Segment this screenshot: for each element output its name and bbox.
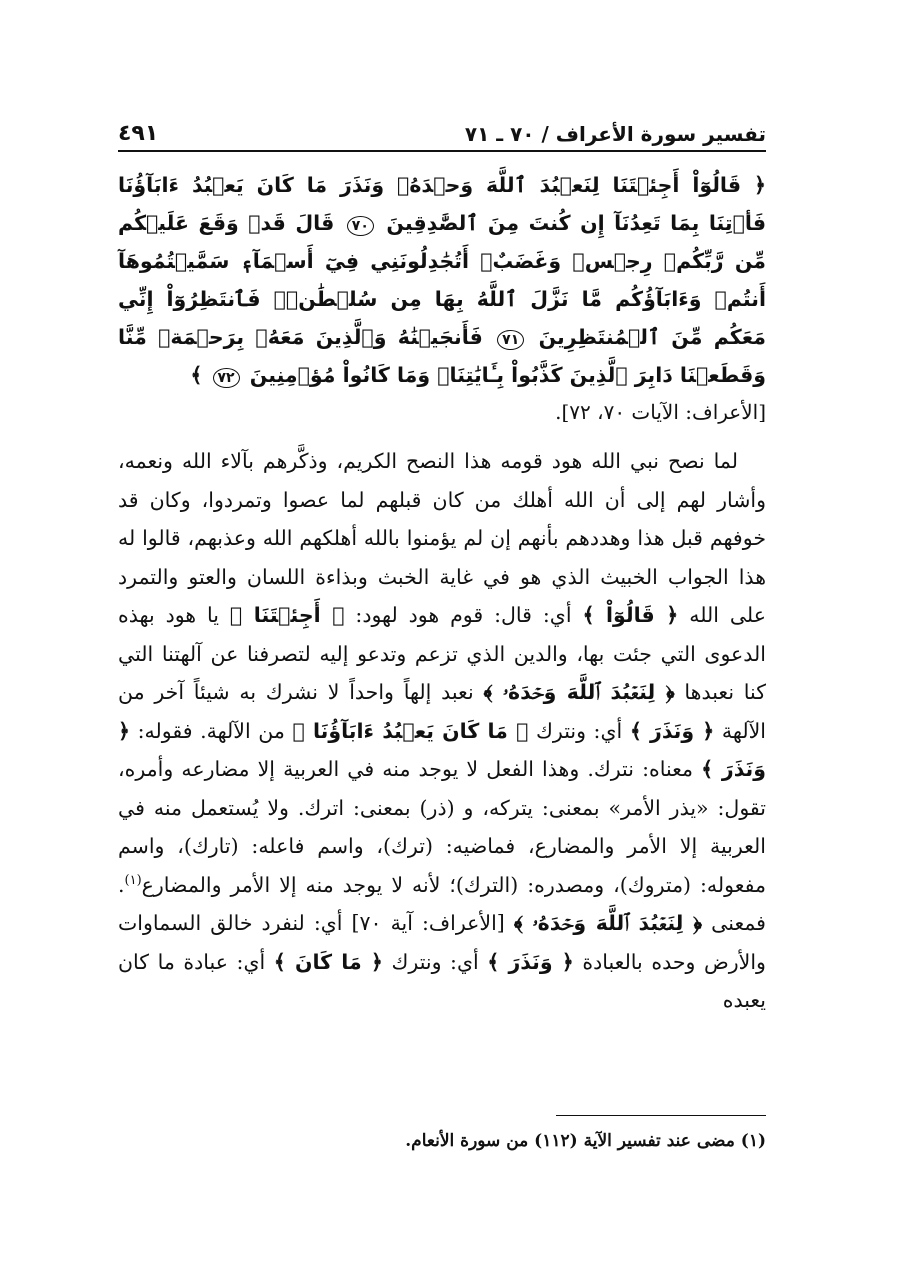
ayah-number-70: ٧٠ [347,216,374,236]
commentary-text: أي: ونترك [535,718,623,743]
verse-closing-bracket: ﴾ [190,363,203,387]
quran-quote: ﴿ مَا كَانَ ﴾ [273,949,383,974]
verse-text-part2: قَالَ قَدۡ وَقَعَ عَلَيۡكُم مِّن رَّبِّكُمۡ رِجۡسٞ وَغَضَبٌۖ أَتُجَٰدِلُونَنِي فِيٓ أَسۡمَآءٖ سَمَّيۡتُمُوهَآ أَنتُمۡ وَءَابَآؤُكُم مَّا نَزَّلَ ٱللَّهُ بِهَا مِن سُلۡطَٰنٖۚ فَٱنتَظِرُوٓاْ إِنِّي مَعَكُم مِّنَ ٱلۡمُنتَظِرِينَ [118,211,766,349]
page-number: ٤٩١ [118,121,159,146]
commentary-text: أي: عبادة ما كان يعبده [118,949,766,1012]
commentary-text: [الأعراف: آية ٧٠] أي: لنفرد خالق السماوات والأرض وحده بالعبادة [118,911,766,974]
header-title: تفسير سورة الأعراف / ٧٠ ـ ٧١ [464,122,766,146]
quran-verses [118,166,766,394]
verse-text-part3: فَأَنجَيۡنَٰهُ وَٱلَّذِينَ مَعَهُۥ بِرَحۡمَةٖ مِّنَّا وَقَطَعۡنَا دَابِرَ ٱلَّذِينَ كَذَّبُواْ بِـَٔايَٰتِنَاۖ وَمَا كَانُواْ مُؤۡمِنِينَ [118,325,766,387]
running-header [118,100,766,152]
commentary-text: نعبد إلهاً واحداً لا نشرك به شيئاً آخر من الآلهة [118,680,766,743]
footnote: (١) مضى عند تفسير الآية (١١٢) من سورة الأنعام. [405,1131,766,1151]
ayah-number-71: ٧١ [497,330,524,350]
quran-quote: ﴿ مَا كَانَ يَعۡبُدُ ءَابَآؤُنَا ﴾ [292,718,529,743]
quran-quote: ﴿ أَجِئۡتَنَا ﴾ [229,603,345,627]
quran-quote: ﴿ لِنَعۡبُدَ ٱللَّهَ وَحۡدَهُۥ ﴾ [483,680,675,704]
quran-quote: ﴿ لِنَعۡبُدَ ٱللَّهَ وَحۡدَهُۥ ﴾ [513,911,703,935]
book-page [118,100,766,1180]
verse-reference: [الأعراف: الآيات ٧٠، ٧٢]. [555,400,766,424]
commentary-text: يا هود بهذه الدعوى التي جئت بها، والدين الذي تزعم وتدعو إليه لتصرفنا عن آلهتنا التي كنا نعبدها [118,603,766,704]
quran-quote: ﴿ وَنَذَرَ ﴾ [629,718,715,743]
commentary-text: لما نصح نبي الله هود قومه هذا النصح الكريم، وذكَّرهم بآلاء الله ونعمه، وأشار لهم إلى أن الله أهلك من كان قبلهم لما عصوا وتمردوا، وكان قد خوفهم قبل هذا وهددهم بأنهم إن لم يؤمنوا بالله أهلكهم الله وعذبهم، قالوا له هذا الجواب الخبيث الذي هو في غاية الخبث وبذاءة اللسان والعتو والتمرد على الله [118,449,766,627]
quran-quote: ﴿ قَالُوٓاْ ﴾ [582,603,679,627]
commentary-text: . فمعنى [118,872,766,935]
quran-quote: ﴿ وَنَذَرَ ﴾ [487,949,574,974]
ayah-number-72: ٧٢ [213,368,240,388]
commentary-text: أي: قال: قوم هود لهود: [355,603,572,627]
commentary-text: من الآلهة. فقوله: [137,718,285,743]
quran-quote: ﴿ وَنَذَرَ ﴾ [118,718,766,781]
verse-text-part1: ﴿ قَالُوٓاْ أَجِئۡتَنَا لِنَعۡبُدَ ٱللَّهَ وَحۡدَهُۥ وَنَذَرَ مَا كَانَ يَعۡبُدُ ءَابَآؤُنَا فَأۡتِنَا بِمَا تَعِدُنَآ إِن كُنتَ مِنَ ٱلصَّٰدِقِينَ [118,173,767,235]
commentary-paragraph [118,442,766,1020]
footnote-marker[interactable]: (١) [124,872,142,888]
footnote-divider [556,1115,766,1116]
commentary-text: أي: ونترك [391,949,479,974]
commentary-text: معناه: نترك. وهذا الفعل لا يوجد منه في العربية إلا مضارعه وأمره، تقول: «يذر الأمر» بمعنى: يتركه، و (ذر) بمعنى: اترك. ولا يُستعمل منه في العربية إلا الأمر والمضارع، فماضيه: (ترك)، واسم فاعله: (تارك)، واسم مفعوله: (متروك)، ومصدره: (الترك)؛ لأنه لا يوجد منه إلا الأمر والمضارع [118,757,766,897]
commentary [118,442,766,1020]
